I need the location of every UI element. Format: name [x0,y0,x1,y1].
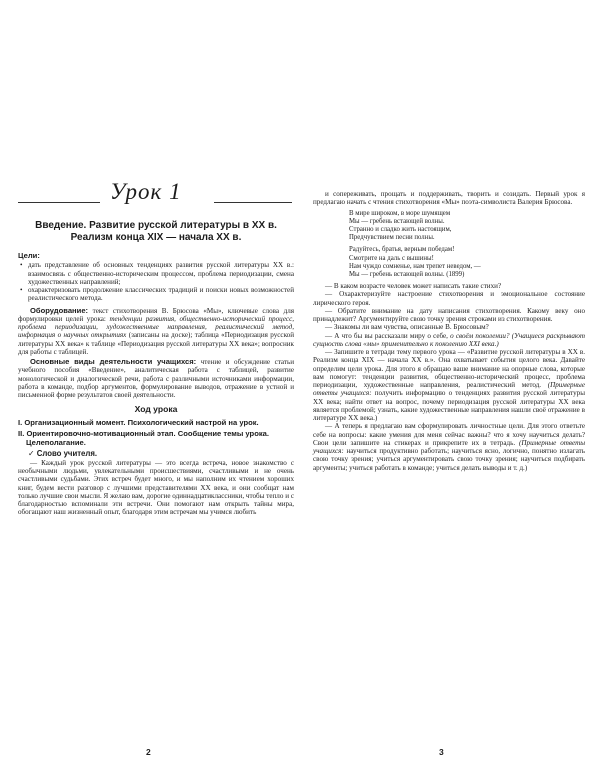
teacher-word-label: Слово учителя. [36,448,98,458]
lesson-title: Урок 1 [110,179,182,204]
question-5-italic: о своём поколении? [450,331,510,340]
personal-goals-paragraph [313,422,585,472]
activities-paragraph [18,358,294,399]
left-page [18,179,295,757]
question-5-note: (Учащиеся раскрывают сущность слова «мы» применительно к поколению XXI века.) [313,331,586,348]
goals-label: Цели: [18,251,40,260]
equipment-text: текст стихотворения В. Брюсова «Мы», ключевые слова для формулировки целей урока: [18,306,294,323]
stage-1: I. Организационный момент. Психологический настрой на урок. [18,417,259,427]
heading-line-2: Реализм конца XIX — начала XX в. [70,231,242,243]
question-3: — Обратите внимание на дату написания стихотворения. Какому веку оно принадлежит? Аргументируйте свою точку зрения строками из стихотворения. [313,306,585,324]
poem-line: Мы — гребень встающей волны. (1899) [349,270,465,278]
poem-line: Нам чуждо сомненье, нам трепет неведом, — [349,262,481,270]
banner-rule-left [18,202,100,203]
equipment-label: Оборудование: [30,305,89,315]
poem-line: Предчувствием песни полны. [349,234,435,242]
right-page [313,190,586,757]
teacher-word-heading [28,450,294,458]
poem-line: В мире широком, в море шумящем [349,209,451,217]
poem [349,210,585,280]
stage-2-line-2: Целеполагание. [26,437,86,447]
intro-text: и сопереживать, прощать и поддерживать, творить и созидать. Первый урок я предлагаю начать с чтения стихотворения «Мы» поэта-символиста Валерия Брюсова. [313,190,585,207]
personal-note: (Примерные ответы учащихся: [313,438,585,456]
question-4: — Знакомы ли вам чувства, описанные В. Брюсовым? [325,323,489,332]
notebook-note: (Примерные ответы учащихся: [313,381,585,398]
question-5 [313,332,585,349]
personal-text: — А теперь я предлагаю вам сформулировать личностные цели. Для этого ответьте себе на вопросы: какие умения для меня сейчас важны? что я хочу научиться делать? Свои цели запишите на стикерах и прикрепите их в тетрадь. [313,422,585,447]
notebook-text: — Запишите в тетради тему первого урока — «Развитие русской литературы в XX в. Реализм конца XIX — начала XX в.». Она охватывает события целого века. Давайте определим цели урока. Для этого я обращаю ваше внимание на опорные слова, которые вам помогут: тенденции развития, общественно-исторический процесс, проблема периодизации, художественные направления, реалистический метод. [313,348,585,390]
poem-line: Радуйтесь, братья, верным победам! [349,246,455,254]
equipment-keywords: тенденции развития, общественно-исторический процесс, проблема периодизации, художественные направления, реалистический метод, информация о научных открытиях [18,314,295,340]
stage-2 [18,429,294,447]
equipment-paragraph [18,307,294,357]
equipment-tail: (записаны на доске); таблица «Периодизация русской литературы XX века» к таблице «Периодизация русской литературы XX века»; вопросник для работы с таблицей. [18,331,294,356]
heading-line-1: Введение. Развитие русской литературы в XX в. [35,220,277,231]
checkmark-icon: ✓ [28,448,35,458]
page-number: 2 [146,747,151,757]
activities-text: чтение и обсуждение статьи учебного пособия «Введение», аналитическая работа с таблицей, развитие монологической и диалогической речи, работа с различными источниками информации, работа в команде, подбор аргументов, формулирование выводов, отражение в устной и письменной форме результатов своей деятельности. [18,358,294,399]
lesson-banner [18,179,294,214]
banner-rule-right [214,202,292,203]
question-2: — Охарактеризуйте настроение стихотворения и эмоциональное состояние лирического героя. [313,290,585,307]
activities-label: Основные виды деятельности учащихся: [30,357,197,366]
notebook-tail: получить информацию о тенденциях развития русской литературы XX века; найти ответ на вопрос, почему периодизация русской литературы XX века является проблемой; узнать, какие художественные направления нашли своё отражение в литературе XX века.) [313,389,585,423]
goal-item: • охарактеризовать продолжение классических традиций и поиски новых возможностей реалистического метода. [18,286,294,303]
question-1: — В каком возрасте человек может написать такие стихи? [325,282,502,291]
goal-item: • дать представление об основных тенденциях развития русской литературы XX в.: взаимосвязь с общественно-историческим процессом, проблема периодизации, смена художественных направлений; [18,261,294,286]
page-number: 3 [439,747,444,757]
personal-tail: научиться продуктивно работать; научиться ясно, логично, понятно излагать свою точку зрения; учиться аргументировать свою точку зрения; научиться подбирать аргументы; учиться работать в команде; учиться делать выводы и т. д.) [313,447,585,472]
question-5-lead: — А что бы вы рассказали миру о себе, [325,331,448,340]
poem-line: Мы — гребень встающей волны. [349,217,445,225]
goals-list [18,261,294,302]
stage-2-line-1: II. Ориентировочно-мотивационный этап. Сообщение темы урока. [18,428,269,438]
lesson-heading [18,220,294,243]
poem-line: Странно и сладко жить настоящим, [349,225,452,233]
poem-line: Смотрите на даль с вышины! [349,254,434,262]
course-heading: Ход урока [134,404,178,415]
teacher-text: — Каждый урок русской литературы — это всегда встреча, новое знакомство с необычными людьми, увлекательными происшествиями, счастливыми и не очень счастливыми судьбами. Этих встреч будет много, и мы наполним их чтением хороших книг, будем вести разговор с лучшими представителями XX века, и они сообщат нам только лучшие свои мысли. Я желаю вам, дорогие одиннадцатиклассники, чтобы тепло и с благодарностью вспоминали эти встречи. Они помогают нам открыть тайны мира, обогащают наш жизненный опыт, благодаря этим встречам мы учимся любить [18,458,294,517]
notebook-paragraph [313,348,585,422]
